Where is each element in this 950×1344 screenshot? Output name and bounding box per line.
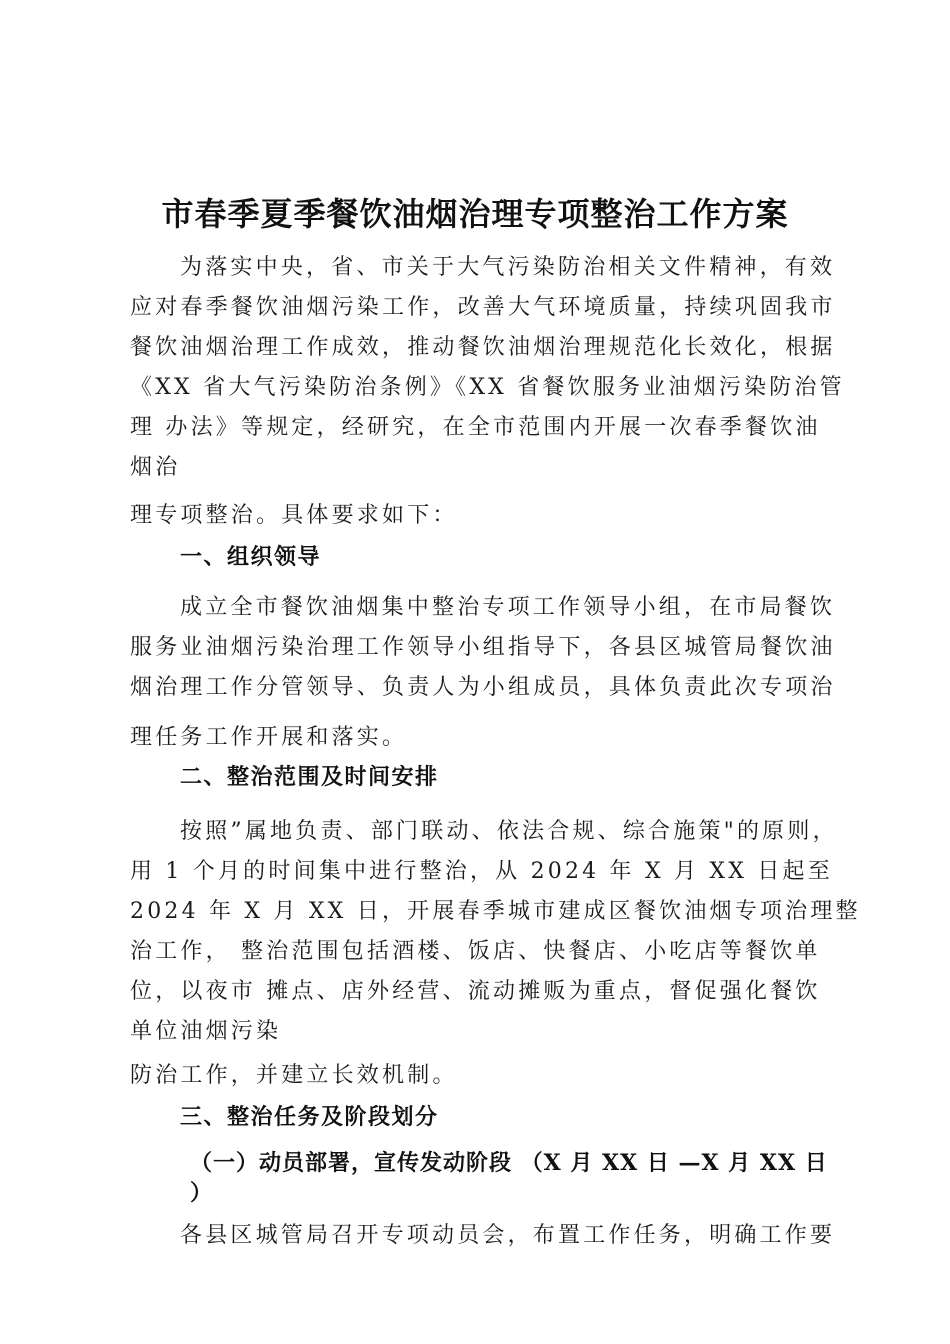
section1-paragraph-end: [130, 718, 830, 758]
section1-line: 烟治理工作分管领导、负责人为小组成员，具体负责此次专项治: [130, 675, 836, 700]
section2-line: 治工作， 整治范围包括酒楼、饭店、快餐店、小吃店等餐饮单: [130, 939, 821, 964]
section2-line: 2024 年 X 月 XX 日，开展春季城市建成区餐饮油烟专项治理整: [130, 899, 861, 924]
section-heading-3: 三、整治任务及阶段划分: [180, 1105, 439, 1130]
intro-cont-line: 理专项整治。具体要求如下：: [130, 503, 458, 528]
section-heading-1: 一、组织领导: [180, 545, 322, 570]
section1-line: 理任务工作开展和落实。: [130, 725, 408, 750]
intro-line: 应对春季餐饮油烟污染工作，改善大气环境质量，持续巩固我市: [130, 295, 836, 320]
section3-paragraph: [130, 1216, 836, 1256]
section1-line: 服务业油烟污染治理工作领导小组指导下，各县区城管局餐饮油: [130, 635, 836, 660]
intro-line: 烟治: [130, 455, 181, 480]
document-title: 市春季夏季餐饮油烟治理专项整治工作方案: [161, 195, 789, 233]
section3-line: 各县区城管局召开专项动员会，布置工作任务，明确工作要: [180, 1223, 836, 1248]
section2-cont-line: 防治工作，并建立长效机制。: [130, 1063, 458, 1088]
section2-line: 位，以夜市 摊点、店外经营、流动摊贩为重点，督促强化餐饮: [130, 979, 821, 1004]
section2-paragraph: [130, 812, 861, 1052]
section2-line: 单位油烟污染: [130, 1019, 282, 1044]
section1-paragraph: [130, 588, 836, 708]
subsection-heading-line: ）: [190, 1180, 214, 1206]
section-heading-2: 二、整治范围及时间安排: [180, 765, 439, 790]
section2-continuation: [130, 1056, 830, 1096]
subsection-heading-line: （一）动员部署，宣传发动阶段 （X 月 XX 日 —X 月 XX 日: [190, 1150, 828, 1176]
subsection-heading-1: [190, 1148, 840, 1208]
intro-line: 理 办法》等规定，经研究，在全市范围内开展一次春季餐饮油: [130, 415, 821, 440]
section1-line: 成立全市餐饮油烟集中整治专项工作领导小组，在市局餐饮: [180, 595, 836, 620]
intro-line: 餐饮油烟治理工作成效，推动餐饮油烟治理规范化长效化，根据: [130, 335, 836, 360]
intro-line: 《XX 省大气污染防治条例》《XX 省餐饮服务业油烟污染防治管: [130, 375, 845, 400]
intro-paragraph: [130, 248, 845, 488]
section2-line: 用 1 个月的时间集中进行整治，从 2024 年 X 月 XX 日起至: [130, 859, 833, 884]
intro-continuation: [130, 496, 830, 536]
section2-line: 按照”属地负责、部门联动、依法合规、综合施策"的原则，: [180, 819, 838, 844]
intro-line: 为落实中央，省、市关于大气污染防治相关文件精神，有效: [180, 255, 836, 280]
